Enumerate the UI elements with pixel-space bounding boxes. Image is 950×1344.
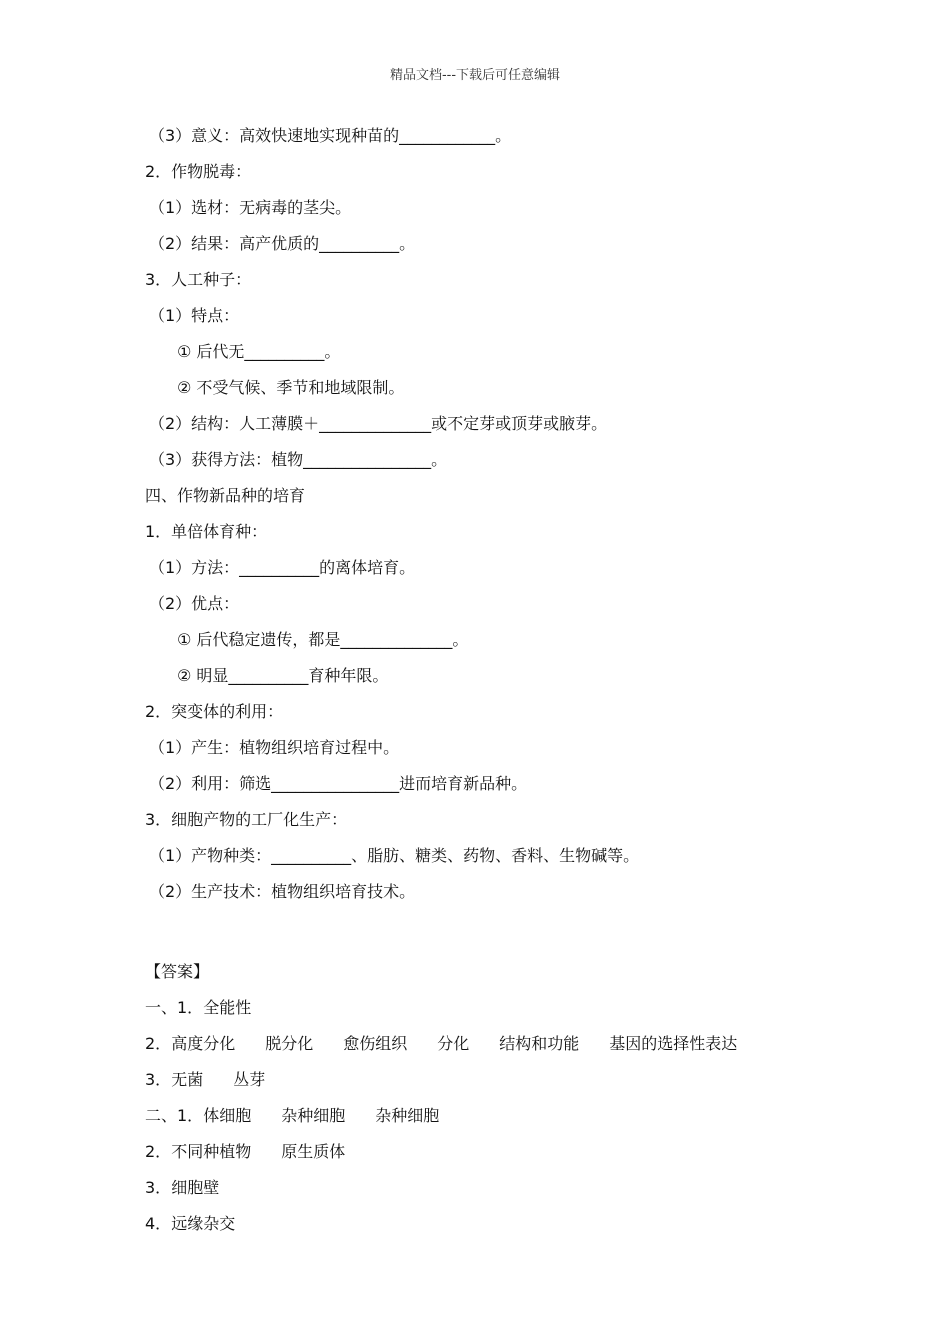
answer-prefix: 一、1． [145,998,204,1017]
answer-row [145,1062,845,1098]
answer-item: 不同种植物 [171,1142,252,1161]
answer-row [145,1134,845,1170]
answer-item: 分化 [437,1034,470,1053]
text-line: ② 明显__________育种年限。 [177,666,389,685]
answer-prefix: 3． [145,1178,172,1197]
answer-item: 杂种细胞 [281,1106,346,1125]
text-line: 3．细胞产物的工厂化生产： [145,810,348,829]
answer-item: 原生质体 [281,1142,346,1161]
answer-item: 结构和功能 [499,1034,580,1053]
answer-item: 远缘杂交 [171,1214,236,1233]
answer-row [145,1026,845,1062]
answer-prefix: 2． [145,1034,172,1053]
answer-prefix: 2． [145,1142,172,1161]
page-header: 精品文档---下载后可任意编辑 [389,68,561,83]
text-line: 2．突变体的利用： [145,702,284,721]
text-line: （1）方法：__________的离体培育。 [149,558,416,577]
answer-prefix: 3． [145,1070,172,1089]
answer-row [145,1170,845,1206]
answer-item: 丛芽 [233,1070,266,1089]
answer-item: 全能性 [203,998,252,1017]
text-line: （1）选材：无病毒的茎尖。 [149,198,352,217]
text-line: 2．作物脱毒： [145,162,252,181]
answer-item: 高度分化 [171,1034,236,1053]
text-line: ② 不受气候、季节和地域限制。 [177,378,405,397]
answer-row [145,1098,845,1134]
text-line: （3）意义：高效快速地实现种苗的____________。 [149,126,512,145]
answer-prefix: 4． [145,1214,172,1233]
text-line: （2）优点： [149,594,240,613]
answer-item: 脱分化 [265,1034,314,1053]
answer-title: 【答案】 [145,962,210,981]
answer-item: 细胞壁 [171,1178,220,1197]
text-line: （2）结果：高产优质的__________。 [149,234,416,253]
answer-row [145,1206,845,1242]
text-line: 1．单倍体育种： [145,522,268,541]
text-line: （2）生产技术：植物组织培育技术。 [149,882,416,901]
answer-row [145,990,845,1026]
section-heading: 四、作物新品种的培育 [145,486,306,505]
text-line: （1）产物种类：__________、脂肪、糖类、药物、香料、生物碱等。 [149,846,640,865]
document-body [145,118,845,1242]
text-line: （1）产生：植物组织培育过程中。 [149,738,400,757]
answer-item: 体细胞 [203,1106,252,1125]
text-line: （2）利用：筛选________________进而培育新品种。 [149,774,528,793]
text-line: ① 后代无__________。 [177,342,341,361]
answer-item: 基因的选择性表达 [609,1034,738,1053]
section-gap [145,910,845,954]
text-line: ① 后代稳定遗传，都是______________。 [177,630,469,649]
answer-item: 杂种细胞 [375,1106,440,1125]
answer-item: 无菌 [171,1070,204,1089]
answer-item: 愈伤组织 [343,1034,408,1053]
text-line: （3）获得方法：植物________________。 [149,450,448,469]
text-line: 3．人工种子： [145,270,252,289]
text-line: （1）特点： [149,306,240,325]
answer-prefix: 二、1． [145,1106,204,1125]
text-line: （2）结构：人工薄膜＋______________或不定芽或顶芽或腋芽。 [149,414,608,433]
